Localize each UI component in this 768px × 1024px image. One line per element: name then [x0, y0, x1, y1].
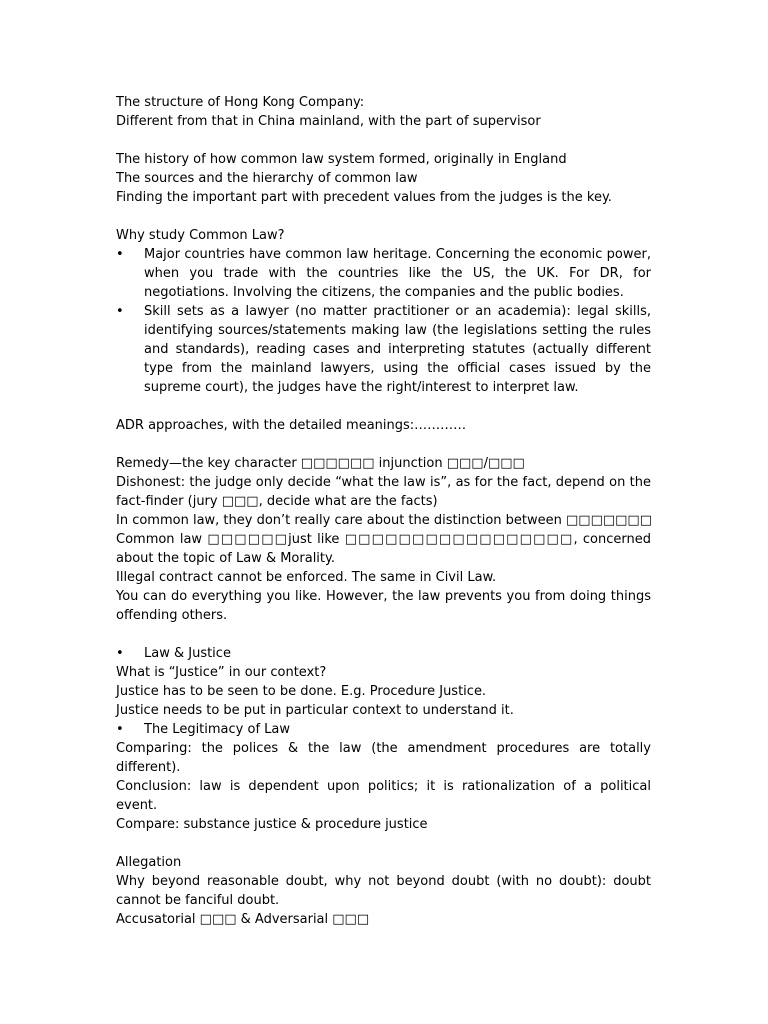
morality-paragraph: Common law □□□□□□just like □□□□□□□□□□□□□□□□□, concerned about the topic of Law & Morality. — [116, 532, 651, 566]
allegation-heading: Allegation — [116, 855, 182, 870]
bullet-item — [116, 644, 651, 663]
comparing-paragraph: Comparing: the polices & the law (the amendment procedures are totally different). — [116, 741, 651, 775]
doubt-paragraph: Why beyond reasonable doubt, why not beyond doubt (with no doubt): doubt cannot be fanciful doubt. — [116, 874, 651, 908]
bullet-marker: • — [116, 722, 124, 737]
spacer — [116, 834, 651, 853]
bullet-item — [116, 720, 651, 739]
compare-line: Compare: substance justice & procedure justice — [116, 817, 428, 832]
illegal-contract-line: Illegal contract cannot be enforced. The same in Civil Law. — [116, 570, 497, 585]
sources-line: The sources and the hierarchy of common law — [116, 171, 418, 186]
why-heading: Why study Common Law? — [116, 228, 285, 243]
history-line: The history of how common law system formed, originally in England — [116, 152, 567, 167]
structure-note: Different from that in China mainland, with the part of supervisor — [116, 114, 541, 129]
adr-line: ADR approaches, with the detailed meanings:………… — [116, 418, 467, 433]
spacer — [116, 397, 651, 416]
justice-question: What is “Justice” in our context? — [116, 665, 327, 680]
bullet-marker: • — [116, 646, 124, 661]
precedent-line: Finding the important part with precedent values from the judges is the key. — [116, 190, 612, 205]
offending-paragraph: You can do everything you like. However, the law prevents you from doing things offending others. — [116, 589, 651, 623]
justice-context-line: Justice needs to be put in particular context to understand it. — [116, 703, 514, 718]
distinction-line: In common law, they don’t really care about the distinction between □□□□□□□ — [116, 513, 652, 528]
bullet-text: Major countries have common law heritage. Concerning the economic power, when you trade with the countries like the US, the UK. For DR, for negotiations. Involving the citizens, the companies and the public bodies. — [144, 247, 651, 300]
spacer — [116, 435, 651, 454]
bullet-text: Law & Justice — [144, 646, 231, 661]
spacer — [116, 625, 651, 644]
justice-seen-line: Justice has to be seen to be done. E.g. Procedure Justice. — [116, 684, 487, 699]
bullet-item — [116, 302, 651, 397]
bullet-text: Skill sets as a lawyer (no matter practitioner or an academia): legal skills, identifying sources/statements making law (the legislations setting the rules and standards), reading cases and interpreting statutes (actually different type from the mainland lawyers, using the official cases issued by the supreme court), the judges have the right/interest to interpret law. — [144, 304, 651, 395]
document-page — [116, 93, 651, 929]
bullet-marker: • — [116, 304, 124, 319]
structure-heading: The structure of Hong Kong Company: — [116, 95, 365, 110]
dishonest-paragraph: Dishonest: the judge only decide “what the law is”, as for the fact, depend on the fact-finder (jury □□□, decide what are the facts) — [116, 475, 651, 509]
accusatorial-line: Accusatorial □□□ & Adversarial □□□ — [116, 912, 370, 927]
remedy-line: Remedy—the key character □□□□□□ injunction □□□/□□□ — [116, 456, 525, 471]
bullet-marker: • — [116, 247, 124, 262]
spacer — [116, 131, 651, 150]
bullet-item — [116, 245, 651, 302]
spacer — [116, 207, 651, 226]
bullet-text: The Legitimacy of Law — [144, 722, 291, 737]
conclusion-paragraph: Conclusion: law is dependent upon politics; it is rationalization of a political event. — [116, 779, 651, 813]
